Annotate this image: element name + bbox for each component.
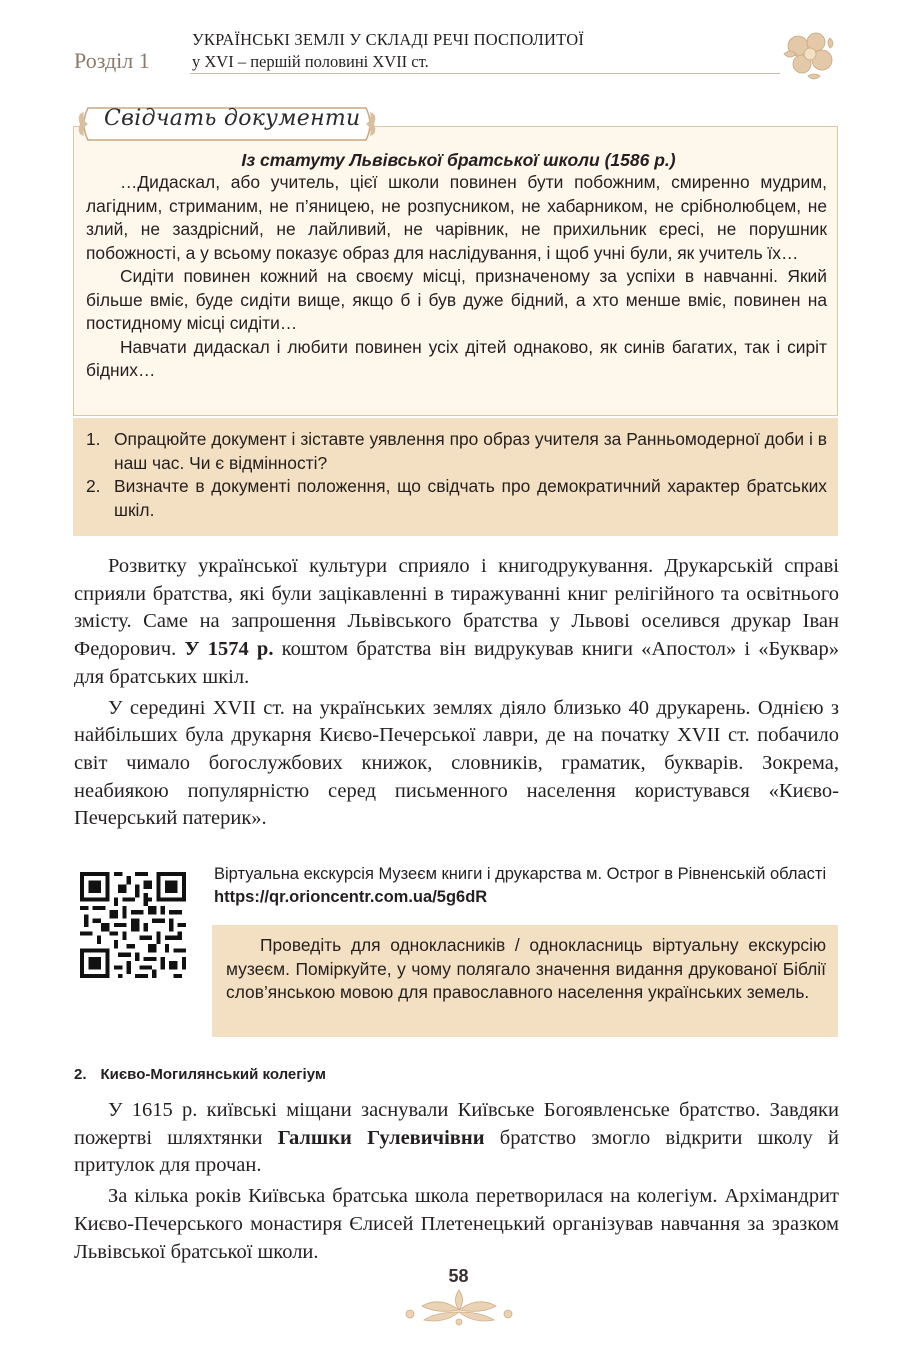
document-paragraph: Навчати дидаскал і любити повинен усіх дітей однаково, як синів багатих, так і сиріт бідних…	[86, 336, 827, 380]
text-run: Розвитку української культури сприяло і книгодрукування. Друкарській справі сприяли братства, які були зацікавленні в тиражуванні книг релігійного та освітнього змісту. Саме на запрошення Львівського братства у Львові оселився друкар Іван Федорович.	[74, 555, 839, 661]
document-paragraph: …Дидаскал, або учитель, цієї школи повинен бути побожним, смиренно мудрим, лагідним, стриманим, не п’яницею, не розпусником, не хабарником, не срібнолюбцем, не злий, не заздрісний, не лайливий, не чарівник, не прихильник єресі, не порушник побожності, а у всьому показує образ для наслідування, і щоб учні були, як учитель їх…	[86, 172, 827, 263]
question-item	[86, 428, 827, 475]
chapter-subtitle: у XVI – першій половині XVII ст.	[192, 52, 429, 71]
qr-code-icon[interactable]	[80, 872, 186, 978]
emphasis-date: У 1574 р.	[184, 638, 274, 661]
question-text: Визначте в документі положення, що свідчать про демократичний характер братських шкіл.	[114, 476, 827, 520]
emphasis-name: Галшки Гулевичівни	[277, 1126, 485, 1149]
footer-ornament-icon	[400, 1284, 518, 1330]
questions-list	[86, 428, 827, 522]
main-paragraph: За кілька років Київська братська школа перетворилася на колегіум. Архімандрит Києво-Печерського монастиря Єлисей Плетенецький організував навчання за зразком Львівської братської школи.	[74, 1185, 839, 1263]
main-paragraph	[74, 1097, 839, 1180]
document-heading	[0, 150, 917, 171]
section-number: 2.	[74, 1066, 87, 1083]
document-text	[86, 171, 827, 383]
question-number: 1.	[86, 429, 101, 449]
header-divider	[190, 73, 780, 74]
main-paragraph: У середині XVII ст. на українських землях діяло близько 40 друкарень. Однією з найбільших була друкарня Києво-Печерської лаври, де на початку XVII ст. побачило світ чимало богослужбових книжок, словників, граматик, букварів. Зокрема, неабиякою популярністю серед письменного населення користувався «Києво-Печерський патерик».	[74, 696, 839, 830]
documents-badge: Свідчать документи	[104, 106, 361, 131]
main-paragraph	[74, 553, 839, 692]
main-text	[74, 553, 839, 833]
qr-link[interactable]: https://qr.orioncentr.com.ua/5g6dR	[214, 888, 488, 906]
qr-caption	[214, 863, 834, 909]
text-run: У 1615 р. київські міщани заснували Київське Богоявленське братство. Завдяки пожертві шляхтянки	[74, 1099, 839, 1149]
section-title: Києво-Могилянський колегіум	[100, 1066, 326, 1083]
question-number: 2.	[86, 476, 101, 496]
section-text	[74, 1097, 839, 1266]
document-paragraph: Сидіти повинен кожний на своєму місці, призначеному за успіхи в навчанні. Який більше вміє, буде сидіти вище, якщо б і був дуже бідний, а хто менше вміє, повинен на постидному місці сидіти…	[86, 266, 827, 333]
chapter-title: УКРАЇНСЬКІ ЗЕМЛІ У СКЛАДІ РЕЧІ ПОСПОЛИТОЇ	[192, 30, 585, 49]
document-year: (1586 р.)	[604, 150, 676, 170]
section-heading	[74, 1066, 326, 1083]
document-title: Із статуту Львівської братської школи	[241, 150, 600, 170]
caption-text: Віртуальна екскурсія Музеєм книги і друкарства м. Острог в Рівненській області	[214, 865, 827, 883]
question-item	[86, 475, 827, 522]
task-text: Проведіть для однокласників / однокласниць віртуальну екскурсію музеєм. Поміркуйте, у чому полягало значення видання друкованої Біблії слов’янською мовою для православного населення українських земель.	[226, 935, 826, 1002]
text-run: братство змогло відкрити школу й притулок для прочан.	[74, 1126, 839, 1177]
section-label: Розділ 1	[74, 48, 150, 73]
page-number: 58	[448, 1266, 469, 1286]
question-text: Опрацюйте документ і зіставте уявлення про образ учителя за Ранньомодерної доби і в наш час. Чи є відмінності?	[114, 429, 827, 473]
floral-ornament-icon	[778, 24, 840, 84]
text-run: коштом братства він видрукував книги «Апостол» і «Буквар» для братських шкіл.	[74, 638, 840, 688]
